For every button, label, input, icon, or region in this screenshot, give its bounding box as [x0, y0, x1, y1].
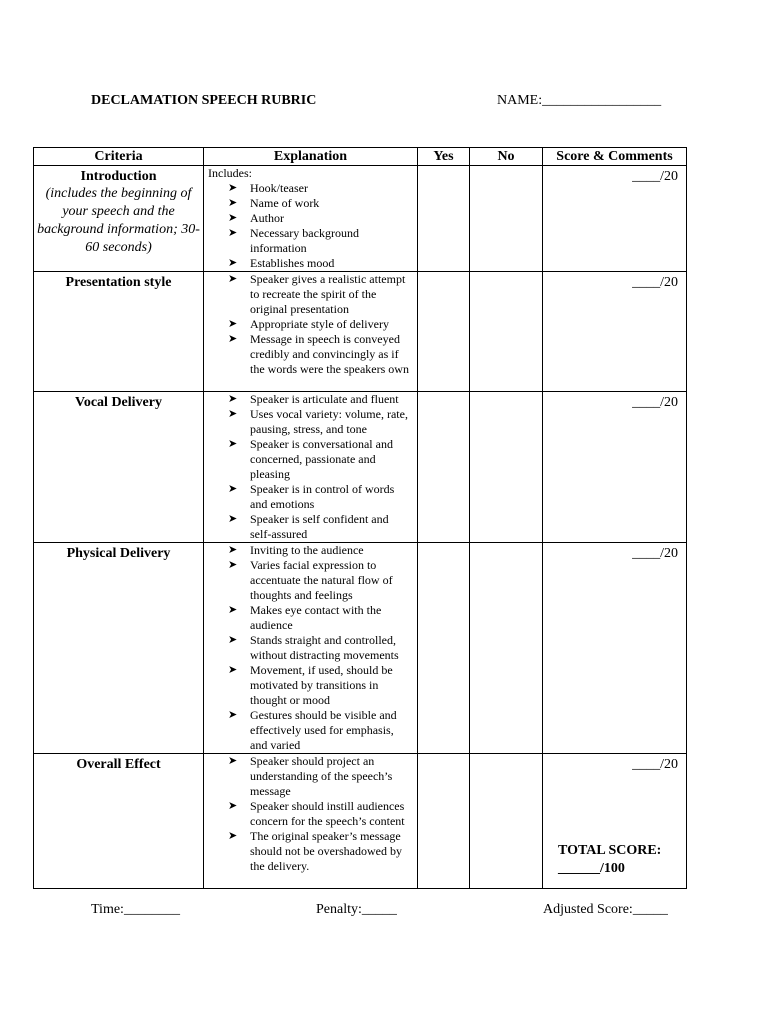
- score-cell[interactable]: ____/20: [543, 392, 687, 543]
- criteria-note: (includes the beginning of your speech and the background information; 30-60 seconds): [37, 186, 200, 255]
- includes-label: Includes:: [208, 166, 252, 180]
- arrowhead-bullet-icon: ➤: [228, 483, 238, 495]
- adjusted-score-field: Adjusted Score:_____: [543, 902, 668, 917]
- explanation-list: [206, 272, 415, 377]
- criteria-title: Overall Effect: [76, 757, 161, 772]
- list-item: ➤ Speaker is conversational and concerned, passionate and pleasing: [228, 437, 393, 481]
- column-header-yes: Yes: [418, 148, 470, 166]
- arrowhead-bullet-icon: ➤: [228, 438, 238, 450]
- score-cell[interactable]: ____/20: [543, 272, 687, 392]
- list-item: ➤ Stands straight and controlled, without distracting movements: [228, 633, 399, 662]
- list-item: ➤ Speaker should instill audiences concern for the speech’s content: [228, 799, 405, 828]
- arrowhead-bullet-icon: ➤: [228, 212, 238, 224]
- list-item: ➤ Inviting to the audience: [228, 543, 364, 557]
- arrowhead-bullet-icon: ➤: [228, 544, 238, 556]
- arrowhead-bullet-icon: ➤: [228, 513, 238, 525]
- header-row: [34, 148, 687, 166]
- explanation-list: [206, 181, 415, 271]
- explanation-cell: [204, 543, 418, 754]
- criteria-cell: [34, 272, 204, 392]
- list-item: ➤ Name of work: [228, 196, 320, 210]
- score-value: ____/20: [632, 757, 678, 772]
- list-item: ➤ Appropriate style of delivery: [228, 317, 389, 331]
- arrowhead-bullet-icon: ➤: [228, 800, 238, 812]
- arrowhead-bullet-icon: ➤: [228, 227, 238, 239]
- table-row: [34, 272, 687, 392]
- yes-cell[interactable]: [418, 543, 470, 754]
- arrowhead-bullet-icon: ➤: [228, 755, 238, 767]
- arrowhead-bullet-icon: ➤: [228, 709, 238, 721]
- arrowhead-bullet-icon: ➤: [228, 273, 238, 285]
- list-item: ➤ Hook/teaser: [228, 181, 308, 195]
- column-header-criteria: Criteria: [34, 148, 204, 166]
- penalty-field: Penalty:_____: [316, 902, 397, 917]
- list-item: ➤ Movement, if used, should be motivated by transitions in thought or mood: [228, 663, 393, 707]
- yes-cell[interactable]: [418, 166, 470, 272]
- rubric-table: [33, 147, 687, 889]
- list-item: ➤ Speaker is articulate and fluent: [228, 392, 399, 406]
- list-item: ➤ Uses vocal variety: volume, rate, pausing, stress, and tone: [228, 407, 408, 436]
- list-item: ➤ Necessary background information: [228, 226, 359, 255]
- total-score-label: TOTAL SCORE:: [558, 843, 662, 858]
- arrowhead-bullet-icon: ➤: [228, 559, 238, 571]
- no-cell[interactable]: [470, 543, 543, 754]
- list-item: ➤ Speaker gives a realistic attempt to recreate the spirit of the original presentation: [228, 272, 406, 316]
- arrowhead-bullet-icon: ➤: [228, 393, 238, 405]
- list-item: ➤ Varies facial expression to accentuate the natural flow of thoughts and feelings: [228, 558, 393, 602]
- yes-cell[interactable]: [418, 754, 470, 889]
- yes-cell[interactable]: [418, 392, 470, 543]
- list-item: ➤ Message in speech is conveyed credibly and convincingly as if the words were the speakers own: [228, 332, 409, 376]
- arrowhead-bullet-icon: ➤: [228, 604, 238, 616]
- explanation-cell: [204, 754, 418, 889]
- criteria-title: Introduction: [80, 169, 157, 184]
- arrowhead-bullet-icon: ➤: [228, 333, 238, 345]
- criteria-title: Presentation style: [65, 275, 172, 290]
- criteria-cell: [34, 543, 204, 754]
- explanation-cell: [204, 272, 418, 392]
- column-header-no: No: [470, 148, 543, 166]
- criteria-title: Physical Delivery: [66, 546, 171, 561]
- no-cell[interactable]: [470, 754, 543, 889]
- list-item: ➤ Establishes mood: [228, 256, 335, 270]
- criteria-cell: [34, 754, 204, 889]
- arrowhead-bullet-icon: ➤: [228, 634, 238, 646]
- column-header-score: Score & Comments: [543, 148, 687, 166]
- total-score: [558, 842, 661, 878]
- list-item: ➤ Speaker is in control of words and emotions: [228, 482, 395, 511]
- table-row: [34, 754, 687, 889]
- score-cell[interactable]: ____/20: [543, 543, 687, 754]
- table-row: [34, 392, 687, 543]
- list-item: ➤ Speaker should project an understanding of the speech’s message: [228, 754, 393, 798]
- explanation-cell: [204, 166, 418, 272]
- arrowhead-bullet-icon: ➤: [228, 318, 238, 330]
- explanation-list: [206, 754, 415, 874]
- list-item: ➤ The original speaker’s message should not be overshadowed by the delivery.: [228, 829, 402, 873]
- score-cell[interactable]: [543, 754, 687, 889]
- yes-cell[interactable]: [418, 272, 470, 392]
- table-row: [34, 543, 687, 754]
- list-item: ➤ Gestures should be visible and effectively used for emphasis, and varied: [228, 708, 397, 752]
- explanation-list: [206, 543, 415, 753]
- arrowhead-bullet-icon: ➤: [228, 408, 238, 420]
- explanation-cell: [204, 392, 418, 543]
- criteria-cell: [34, 392, 204, 543]
- explanation-list: [206, 392, 415, 542]
- arrowhead-bullet-icon: ➤: [228, 182, 238, 194]
- column-header-explanation: Explanation: [204, 148, 418, 166]
- arrowhead-bullet-icon: ➤: [228, 664, 238, 676]
- criteria-title: Vocal Delivery: [75, 395, 162, 410]
- score-cell[interactable]: ____/20: [543, 166, 687, 272]
- no-cell[interactable]: [470, 392, 543, 543]
- list-item: ➤ Makes eye contact with the audience: [228, 603, 382, 632]
- arrowhead-bullet-icon: ➤: [228, 257, 238, 269]
- table-row: [34, 166, 687, 272]
- name-field: NAME:_________________: [497, 93, 662, 108]
- arrowhead-bullet-icon: ➤: [228, 830, 238, 842]
- no-cell[interactable]: [470, 272, 543, 392]
- criteria-cell: [34, 166, 204, 272]
- list-item: ➤ Speaker is self confident and self-assured: [228, 512, 389, 541]
- time-field: Time:________: [91, 902, 180, 917]
- total-score-value: ______/100: [558, 861, 625, 876]
- rubric-title: DECLAMATION SPEECH RUBRIC: [91, 93, 317, 108]
- no-cell[interactable]: [470, 166, 543, 272]
- list-item: ➤ Author: [228, 211, 284, 225]
- arrowhead-bullet-icon: ➤: [228, 197, 238, 209]
